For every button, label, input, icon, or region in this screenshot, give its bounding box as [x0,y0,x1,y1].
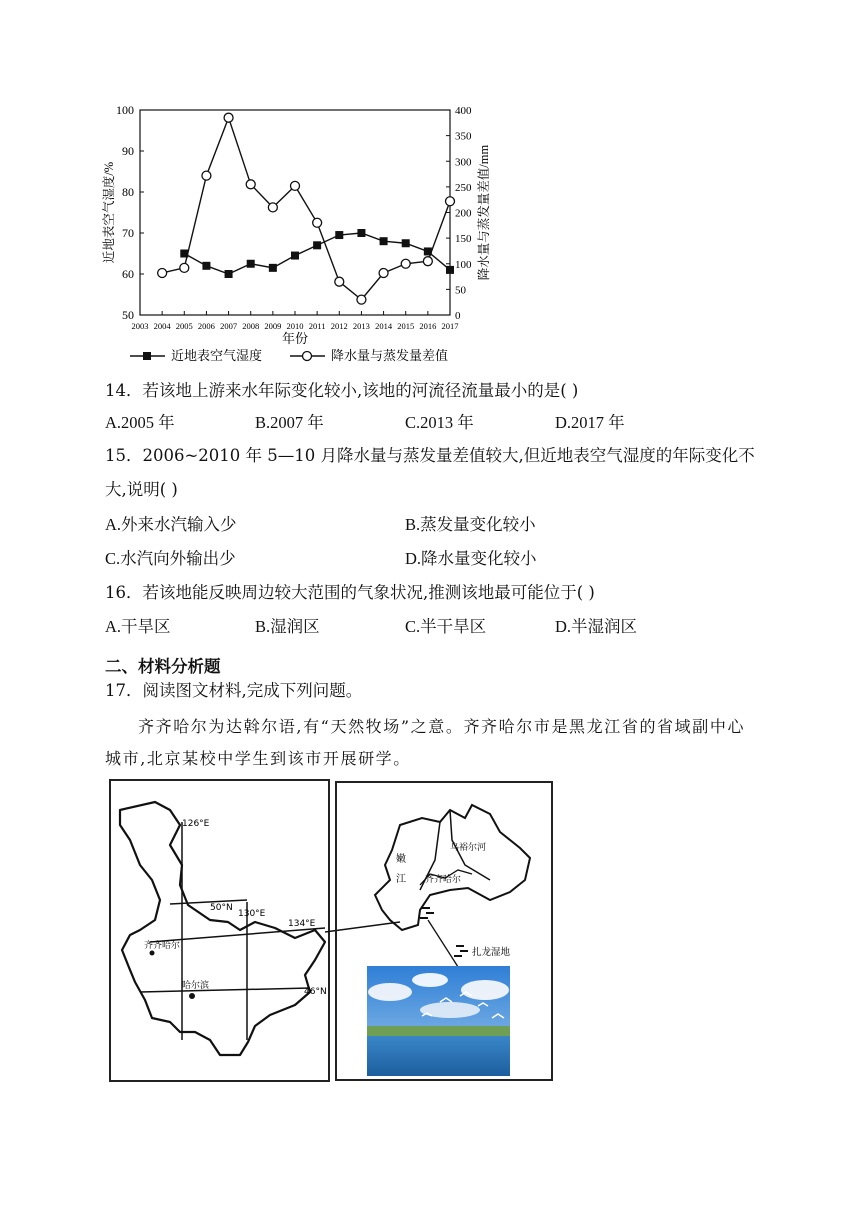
parallel-46 [140,988,310,992]
left-tick-label: 80 [122,185,134,199]
question-16: 16．若该地能反映周边较大范围的气象状况,推测该地最可能位于( ) [105,583,595,602]
right-tick-label: 50 [455,284,466,297]
right-tick-label: 150 [455,233,472,246]
heilongjiang-maps [100,770,560,1090]
precip-evap-point [246,180,255,189]
material-line-2: 城市,北京某校中学生到该市开展研学。 [105,749,411,768]
q16-option-d[interactable]: D.半湿润区 [555,617,638,636]
x-tick-label: 2012 [330,321,348,331]
label-nen: 嫩 [396,854,406,865]
label-126e: 126°E [182,819,210,829]
left-tick-label: 100 [116,103,134,117]
connector-line-a [150,928,325,942]
q14-option-a[interactable]: A.2005 年 [105,413,175,432]
x-tick-label: 2011 [308,321,326,331]
legend-humidity-marker [143,352,151,360]
label-zhalong-wetland: 扎龙湿地 [472,947,511,958]
precip-evap-point [224,113,233,122]
left-tick-label: 60 [122,267,134,281]
label-harbin: 哈尔滨 [182,981,210,991]
right-tick-label: 300 [455,156,472,169]
left-tick-label: 90 [122,144,134,158]
q15-option-a[interactable]: A.外来水汽输入少 [105,515,237,534]
q16-option-a[interactable]: A.干旱区 [105,617,171,636]
humidity-point [291,252,299,260]
precip-evap-point [423,257,432,266]
q14-option-c[interactable]: C.2013 年 [405,413,474,432]
humidity-point [402,239,410,247]
question-17-intro: 17．阅读图文材料,完成下列问题。 [105,681,363,700]
precip-evap-point [446,197,455,206]
label-46n: 46°N [304,987,327,997]
right-y-axis-label: 降水量与蒸发量差值/mm [477,144,491,281]
q15-option-b[interactable]: B.蒸发量变化较小 [405,515,536,534]
left-y-axis-label: 近地表空气湿度/% [102,161,116,264]
wetland-legend-symbol [454,946,468,956]
right-tick-label: 250 [455,181,472,194]
label-qiqihar: 齐齐哈尔 [144,941,181,951]
plot-frame [140,110,450,315]
label-jiang: 江 [396,874,406,885]
right-tick-label: 100 [455,258,472,271]
x-tick-label: 2004 [153,321,171,331]
zhalong-wetland-photo [367,966,510,1076]
humidity-point [247,260,255,268]
material-line-1: 齐齐哈尔为达斡尔语,有“天然牧场”之意。齐齐哈尔市是黑龙江省的省域副中心 [138,717,746,736]
left-tick-label: 50 [122,308,134,322]
q15-option-c[interactable]: C.水汽向外输出少 [105,549,236,568]
legend-humidity-label: 近地表空气湿度 [171,348,263,363]
wetland-pointer [428,920,460,970]
x-tick-label: 2008 [242,321,260,331]
label-qiqihar-city: 齐齐哈尔 [425,875,462,885]
q14-option-b[interactable]: B.2007 年 [255,413,324,432]
x-tick-label: 2006 [197,321,215,331]
x-tick-label: 2014 [375,321,393,331]
precip-evap-point [335,277,344,286]
humidity-point [269,264,277,272]
chart-group [101,103,491,363]
x-tick-label: 2009 [264,321,282,331]
x-tick-label: 2015 [397,321,415,331]
humidity-point [357,229,365,237]
precip-evap-point [357,295,366,304]
q16-option-b[interactable]: B.湿润区 [255,617,320,636]
legend-precip-marker [303,352,312,361]
series-line-precip-evap [162,118,450,300]
qiqihar-region-outline [375,805,530,930]
precip-evap-point [379,268,388,277]
precip-evap-point [313,218,322,227]
x-tick-label: 2017 [441,321,459,331]
q14-option-d[interactable]: D.2017 年 [555,413,625,432]
series-line-humidity [184,233,450,274]
humidity-point [313,241,321,249]
x-tick-label: 2007 [220,321,238,331]
qiqihar-dot [150,951,155,956]
x-tick-label: 2010 [286,321,304,331]
label-134e: 134°E [288,919,316,929]
question-15-line2: 大,说明( ) [105,480,178,499]
right-tick-label: 200 [455,207,472,220]
x-tick-label: 2016 [419,321,437,331]
right-tick-label: 0 [455,310,461,322]
wetland-symbol [420,908,434,918]
x-tick-label: 2003 [131,321,149,331]
precip-evap-point [291,181,300,190]
precip-evap-point [401,259,410,268]
q16-option-c[interactable]: C.半干旱区 [405,617,487,636]
q15-option-d[interactable]: D.降水量变化较小 [405,549,537,568]
harbin-dot [189,993,195,999]
precip-evap-point [268,203,277,212]
question-15-line1: 15．2006~2010 年 5—10 月降水量与蒸发量差值较大,但近地表空气湿度的年际变化不 [105,446,755,465]
humidity-point [446,266,454,274]
x-axis-label: 年份 [281,331,309,346]
humidity-precip-chart [95,100,491,375]
x-tick-label: 2005 [175,321,193,331]
legend-precip-label: 降水量与蒸发量差值 [331,348,449,363]
question-14: 14．若该地上游来水年际变化较小,该地的河流径流量最小的是( ) [105,381,579,400]
humidity-point [380,237,388,245]
precip-evap-point [158,268,167,277]
label-130e: 130°E [238,909,266,919]
precip-evap-point [180,263,189,272]
x-tick-label: 2013 [352,321,370,331]
precip-evap-point [202,171,211,180]
humidity-point [202,262,210,270]
label-wuyuer-river: 乌裕尔河 [450,843,487,853]
left-tick-label: 70 [122,226,134,240]
right-tick-label: 350 [455,130,472,143]
humidity-point [335,231,343,239]
right-tick-label: 400 [455,105,472,117]
humidity-point [225,270,233,278]
section-title: 二、材料分析题 [105,657,221,676]
label-50n: 50°N [210,903,233,913]
